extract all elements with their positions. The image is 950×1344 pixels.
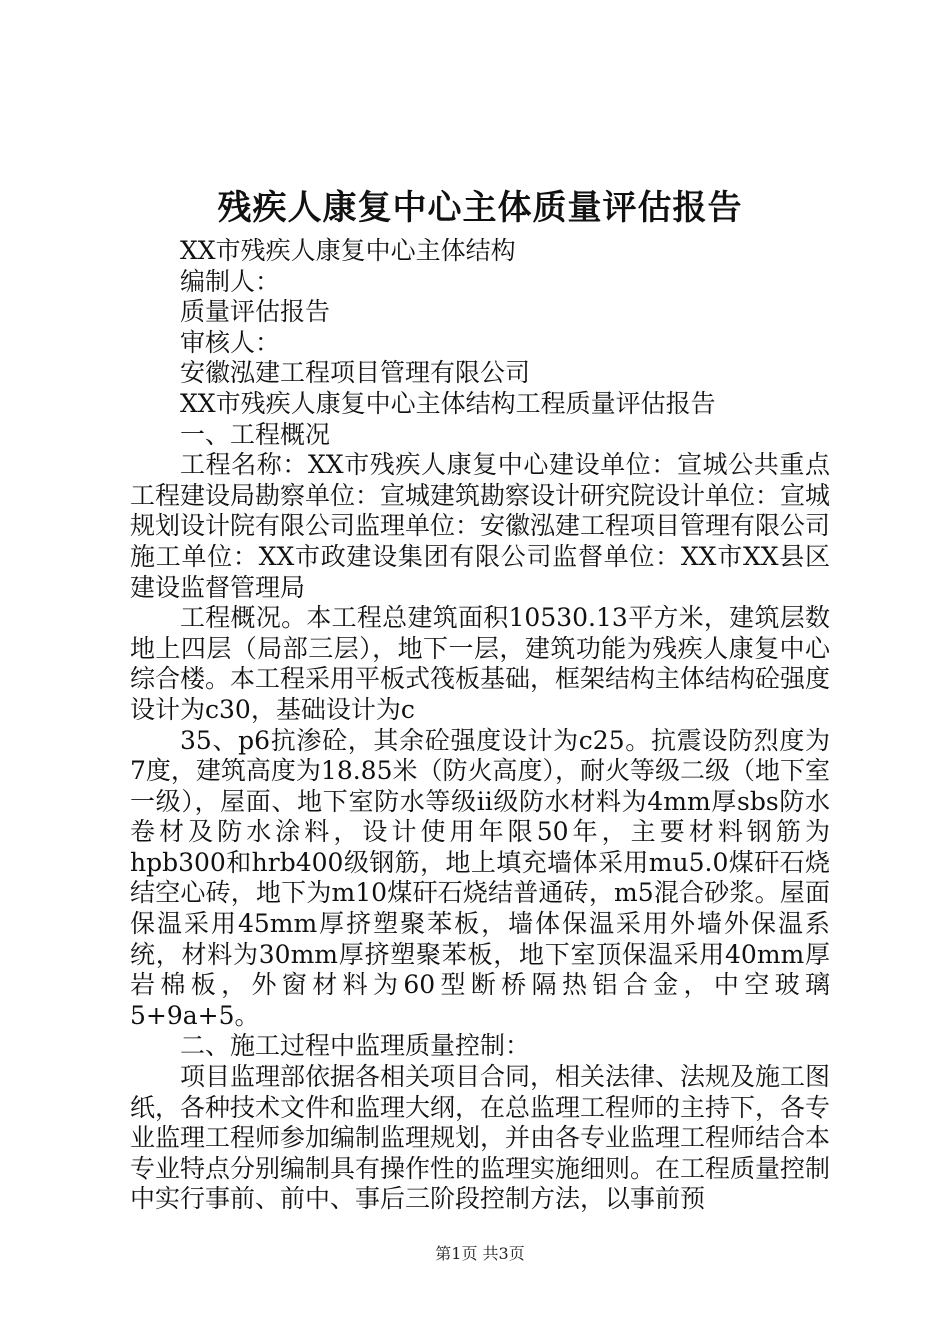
- document-body: [130, 236, 830, 1215]
- paragraph-quality-control: 项目监理部依据各相关项目合同，相关法律、法规及施工图纸，各种技术文件和监理大纲，在总监理工程师的主持下，各专业监理工程师参加编制监理规划，并由各专业监理工程师结合本专业特点分别编制具有操作性的监理实施细则。在工程质量控制中实行事前、前中、事后三阶段控制方法，以事前预: [130, 1062, 831, 1214]
- header-line-author: 编制人：: [180, 266, 281, 296]
- header-line-project: XX市残疾人康复中心主体结构: [180, 236, 516, 265]
- header-line-full-title: XX市残疾人康复中心主体结构工程质量评估报告: [180, 388, 716, 418]
- paragraph-project-parties: 工程名称：XX市残疾人康复中心建设单位：宣城公共重点工程建设局勘察单位：宣城建筑勘察设计研究院设计单位：宣城规划设计院有限公司监理单位：安徽泓建工程项目管理有限公司施工单位：XX市政建设集团有限公司监督单位：XX市XX县区建设监督管理局: [130, 450, 831, 602]
- paragraph-project-overview: 工程概况。本工程总建筑面积10530.13平方米，建筑层数地上四层（局部三层），地下一层，建筑功能为残疾人康复中心综合楼。本工程采用平板式筏板基础，框架结构主体结构砼强度设计为c30，基础设计为c: [130, 603, 831, 724]
- header-line-company: 安徽泓建工程项目管理有限公司: [180, 358, 531, 388]
- section-heading-quality-control: 二、施工过程中监理质量控制：: [180, 1031, 531, 1061]
- document-page: [130, 0, 830, 1344]
- header-line-reviewer: 审核人：: [180, 327, 281, 357]
- document-title: 残疾人康复中心主体质量评估报告: [217, 188, 743, 228]
- paragraph-project-specs: 35、p6抗渗砼，其余砼强度设计为c25。抗震设防烈度为7度，建筑高度为18.85米（防火高度），耐火等级二级（地下室一级），屋面、地下室防水等级ii级防水材料为4mm厚sbs防水卷材及防水涂料，设计使用年限50年，主要材料钢筋为hpb300和hrb400级钢筋，地上填充墙体采用mu5.0煤矸石烧结空心砖，地下为m10煤矸石烧结普通砖，m5混合砂浆。屋面保温采用45mm厚挤塑聚苯板，墙体保温采用外墙外保温系统，材料为30mm厚挤塑聚苯板，地下室顶保温采用40mm厚岩棉板，外窗材料为60型断桥隔热铝合金，中空玻璃5+9a+5。: [130, 725, 830, 1030]
- section-heading-overview: 一、工程概况: [180, 419, 331, 449]
- page-footer: 第1页 共3页: [435, 1244, 525, 1263]
- header-line-report: 质量评估报告: [180, 297, 331, 327]
